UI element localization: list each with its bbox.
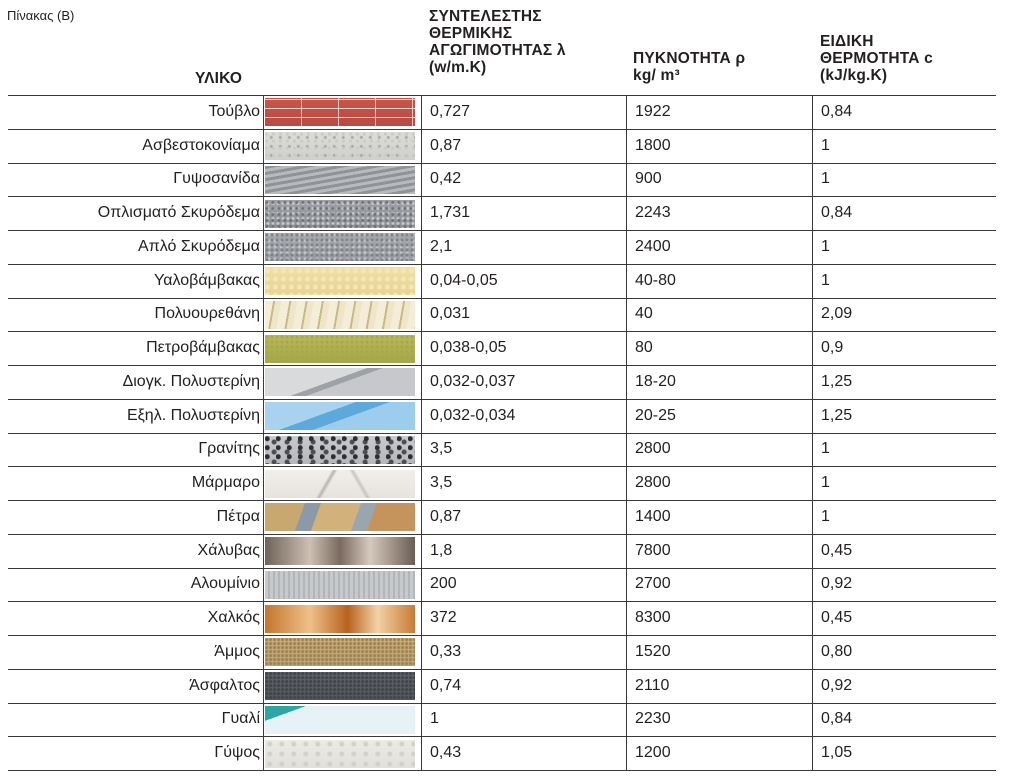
material-swatch xyxy=(265,433,417,467)
conductivity-value: 0,74 xyxy=(430,676,462,694)
material-name: Άμμος xyxy=(214,642,260,660)
material-image xyxy=(265,537,415,565)
material-image xyxy=(265,233,415,261)
material-name: Πολυουρεθάνη xyxy=(154,305,260,323)
specific-heat-value: 1,25 xyxy=(821,372,853,390)
row-divider xyxy=(8,770,996,771)
table-row xyxy=(8,331,996,365)
material-name: Χάλυβας xyxy=(197,541,260,559)
table-row xyxy=(8,399,996,433)
specific-heat-value: 1,25 xyxy=(821,406,853,424)
conductivity-value: 0,727 xyxy=(430,102,471,120)
material-image xyxy=(265,335,415,363)
density-value: 1800 xyxy=(635,136,671,154)
material-name: Αλουμίνιο xyxy=(190,575,260,593)
specific-heat-value: 1 xyxy=(821,440,830,458)
table-row xyxy=(8,635,996,669)
density-value: 1520 xyxy=(635,642,671,660)
conductivity-value: 0,33 xyxy=(430,642,462,660)
density-value: 2243 xyxy=(635,204,671,222)
material-name: Γρανίτης xyxy=(198,440,260,458)
density-value: 2800 xyxy=(635,440,671,458)
conductivity-value: 200 xyxy=(430,575,457,593)
specific-heat-value: 1 xyxy=(821,507,830,525)
density-value: 20-25 xyxy=(635,406,676,424)
material-swatch xyxy=(265,264,417,298)
material-name: Απλό Σκυρόδεμα xyxy=(138,237,260,255)
material-image xyxy=(265,436,415,464)
material-swatch xyxy=(265,163,417,197)
material-image xyxy=(265,368,415,396)
specific-heat-value: 1 xyxy=(821,474,830,492)
conductivity-value: 0,038-0,05 xyxy=(430,339,507,357)
conductivity-value: 0,031 xyxy=(430,305,471,323)
material-name: Διογκ. Πολυστερίνη xyxy=(122,372,260,390)
material-name: Τούβλο xyxy=(208,102,260,120)
material-name: Άσφαλτος xyxy=(189,676,260,694)
header-conductivity: ΣΥΝΤΕΛΕΣΤΗΣ ΘΕΡΜΙΚΗΣ ΑΓΩΓΙΜΟΤΗΤΑΣ λ (w/m.K) xyxy=(429,8,566,76)
density-value: 2400 xyxy=(635,237,671,255)
material-image xyxy=(265,402,415,430)
table-row xyxy=(8,534,996,568)
material-swatch xyxy=(265,298,417,332)
table-row xyxy=(8,264,996,298)
material-image xyxy=(265,98,415,126)
material-name: Γυψοσανίδα xyxy=(173,170,260,188)
table-row xyxy=(8,129,996,163)
density-value: 7800 xyxy=(635,541,671,559)
material-swatch xyxy=(265,736,417,770)
table-row xyxy=(8,95,996,129)
conductivity-value: 0,04-0,05 xyxy=(430,271,498,289)
density-value: 40 xyxy=(635,305,653,323)
density-value: 18-20 xyxy=(635,372,676,390)
table-row xyxy=(8,466,996,500)
material-name: Πετροβάμβακας xyxy=(146,339,260,357)
material-image xyxy=(265,706,415,734)
material-name: Οπλισματό Σκυρόδεμα xyxy=(97,204,260,222)
material-swatch xyxy=(265,129,417,163)
material-swatch xyxy=(265,95,417,129)
conductivity-value: 0,42 xyxy=(430,170,462,188)
material-image xyxy=(265,638,415,666)
material-image xyxy=(265,605,415,633)
density-value: 1922 xyxy=(635,102,671,120)
density-value: 2800 xyxy=(635,474,671,492)
material-name: Γυαλί xyxy=(221,710,260,728)
specific-heat-value: 0,84 xyxy=(821,102,853,120)
specific-heat-value: 0,84 xyxy=(821,710,853,728)
material-image xyxy=(265,200,415,228)
material-image xyxy=(265,470,415,498)
conductivity-value: 0,87 xyxy=(430,136,462,154)
density-value: 2700 xyxy=(635,575,671,593)
table-row xyxy=(8,298,996,332)
density-value: 40-80 xyxy=(635,271,676,289)
conductivity-value: 1,8 xyxy=(430,541,453,559)
specific-heat-value: 1 xyxy=(821,271,830,289)
material-name: Γύψος xyxy=(214,744,260,762)
conductivity-value: 0,43 xyxy=(430,744,462,762)
specific-heat-value: 1,05 xyxy=(821,744,853,762)
conductivity-value: 1,731 xyxy=(430,204,471,222)
table-row xyxy=(8,736,996,770)
density-value: 1200 xyxy=(635,744,671,762)
density-value: 2230 xyxy=(635,710,671,728)
material-swatch xyxy=(265,466,417,500)
specific-heat-value: 0,92 xyxy=(821,676,853,694)
table-row xyxy=(8,601,996,635)
material-image xyxy=(265,132,415,160)
specific-heat-value: 0,45 xyxy=(821,609,853,627)
conductivity-value: 0,032-0,034 xyxy=(430,406,516,424)
material-name: Χαλκός xyxy=(207,609,260,627)
table-row xyxy=(8,568,996,602)
specific-heat-value: 0,84 xyxy=(821,204,853,222)
material-swatch xyxy=(265,500,417,534)
conductivity-value: 1 xyxy=(430,710,439,728)
conductivity-value: 3,5 xyxy=(430,474,453,492)
conductivity-value: 2,1 xyxy=(430,237,453,255)
table-row xyxy=(8,365,996,399)
material-image xyxy=(265,267,415,295)
material-image xyxy=(265,740,415,768)
material-swatch xyxy=(265,365,417,399)
conductivity-value: 0,032-0,037 xyxy=(430,372,516,390)
density-value: 900 xyxy=(635,170,662,188)
specific-heat-value: 1 xyxy=(821,237,830,255)
table-row xyxy=(8,196,996,230)
density-value: 2110 xyxy=(635,676,670,694)
material-swatch xyxy=(265,196,417,230)
material-swatch xyxy=(265,399,417,433)
specific-heat-value: 1 xyxy=(821,170,830,188)
specific-heat-value: 0,92 xyxy=(821,575,853,593)
material-swatch xyxy=(265,601,417,635)
density-value: 80 xyxy=(635,339,653,357)
material-name: Μάρμαρο xyxy=(191,474,260,492)
material-swatch xyxy=(265,534,417,568)
material-swatch xyxy=(265,703,417,737)
material-name: Πέτρα xyxy=(216,507,260,525)
table-row xyxy=(8,703,996,737)
table-row xyxy=(8,163,996,197)
header-material: ΥΛΙΚΟ xyxy=(195,70,243,87)
conductivity-value: 372 xyxy=(430,609,457,627)
material-image xyxy=(265,571,415,599)
table-row xyxy=(8,669,996,703)
conductivity-value: 0,87 xyxy=(430,507,462,525)
conductivity-value: 3,5 xyxy=(430,440,453,458)
density-value: 8300 xyxy=(635,609,671,627)
material-image xyxy=(265,503,415,531)
material-image xyxy=(265,672,415,700)
table-caption: Πίνακας (Β) xyxy=(7,8,75,23)
specific-heat-value: 1 xyxy=(821,136,830,154)
material-name: Υαλοβάμβακας xyxy=(153,271,260,289)
material-name: Εξηλ. Πολυστερίνη xyxy=(126,406,260,424)
material-swatch xyxy=(265,669,417,703)
density-value: 1400 xyxy=(635,507,671,525)
material-swatch xyxy=(265,568,417,602)
table-row xyxy=(8,230,996,264)
specific-heat-value: 0,45 xyxy=(821,541,853,559)
material-swatch xyxy=(265,331,417,365)
material-name: Ασβεστοκονίαμα xyxy=(142,136,260,154)
material-swatch xyxy=(265,635,417,669)
table-row xyxy=(8,500,996,534)
material-image xyxy=(265,166,415,194)
header-specific-heat: ΕΙΔΙΚΗ ΘΕΡΜΟΤΗΤΑ c (kJ/kg.K) xyxy=(820,33,934,84)
material-swatch xyxy=(265,230,417,264)
specific-heat-value: 2,09 xyxy=(821,305,853,323)
table-row xyxy=(8,433,996,467)
header-density: ΠΥΚΝΟΤΗΤΑ ρ kg/ m³ xyxy=(633,50,746,84)
specific-heat-value: 0,9 xyxy=(821,339,844,357)
specific-heat-value: 0,80 xyxy=(821,642,853,660)
material-image xyxy=(265,301,415,329)
